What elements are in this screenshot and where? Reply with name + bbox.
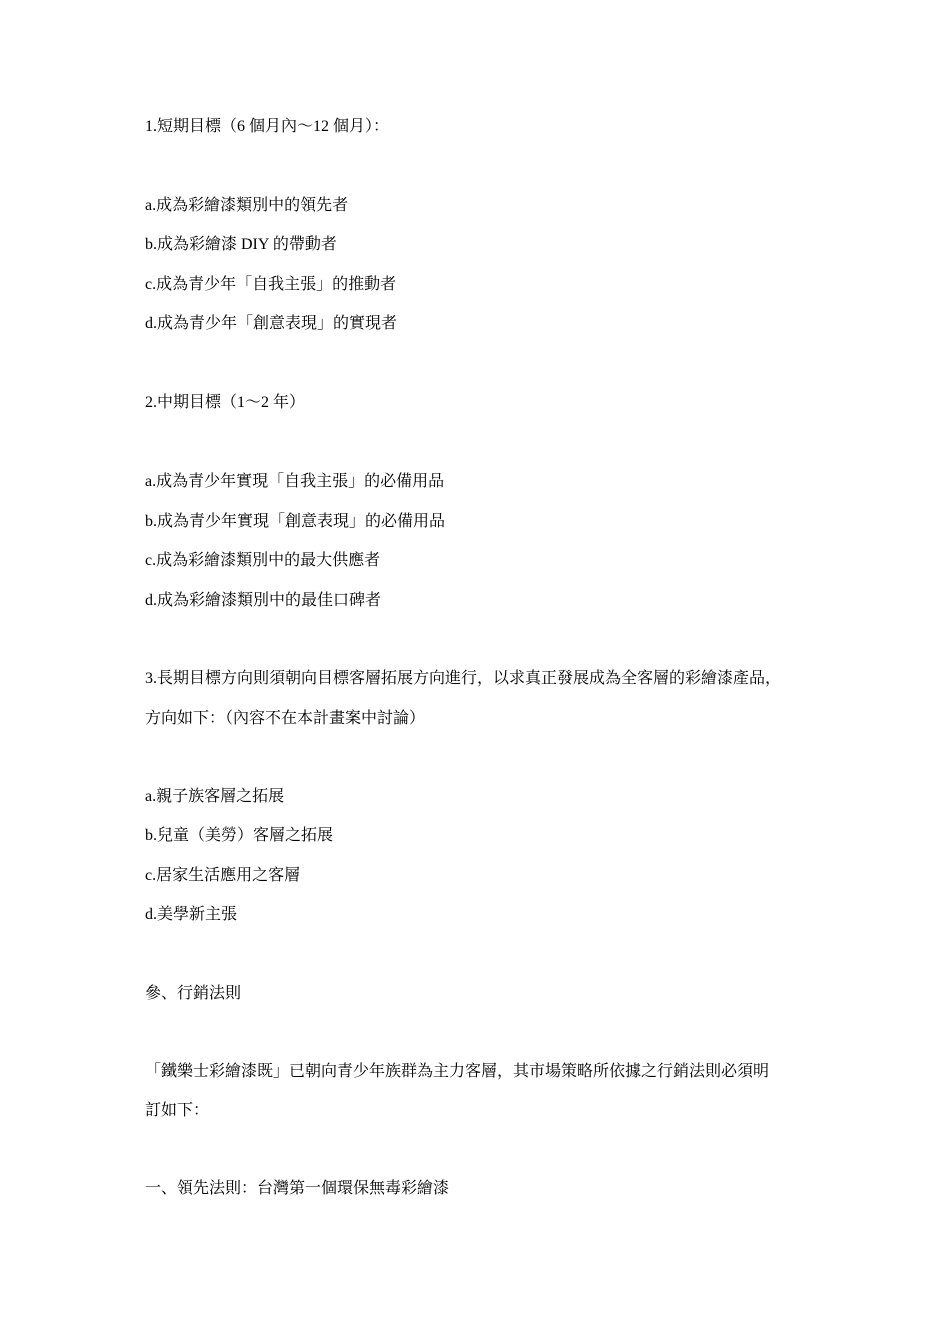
long-term-item-c: c.居家生活應用之客層 [145, 867, 301, 884]
long-term-item-d: d.美學新主張 [145, 906, 238, 923]
short-term-item-a: a.成為彩繪漆類別中的領先者 [145, 197, 349, 214]
section-three-paragraph-line2: 訂如下： [145, 1102, 210, 1119]
long-term-item-b: b.兒童（美勞）客層之拓展 [145, 827, 334, 844]
mid-term-item-a: a.成為青少年實現「自我主張」的必備用品 [145, 473, 445, 490]
mid-term-heading: 2.中期目標（1～2 年） [145, 394, 306, 411]
mid-term-item-c: c.成為彩繪漆類別中的最大供應者 [145, 552, 381, 569]
long-term-item-a: a.親子族客層之拓展 [145, 788, 285, 805]
short-term-item-d: d.成為青少年「創意表現」的實現者 [145, 315, 398, 332]
section-three-paragraph-line1: 「鐵樂士彩繪漆既」已朝向青少年族群為主力客層，其市場策略所依據之行銷法則必須明 [145, 1063, 770, 1080]
short-term-item-c: c.成為青少年「自我主張」的推動者 [145, 276, 397, 293]
mid-term-item-d: d.成為彩繪漆類別中的最佳口碑者 [145, 592, 382, 609]
short-term-item-b: b.成為彩繪漆 DIY 的帶動者 [145, 236, 337, 253]
long-term-heading-line2: 方向如下：（內容不在本計畫案中討論） [145, 710, 426, 727]
rule-one-leadership: 一、領先法則：台灣第一個環保無毒彩繪漆 [145, 1180, 450, 1197]
mid-term-item-b: b.成為青少年實現「創意表現」的必備用品 [145, 513, 446, 530]
long-term-heading-line1: 3.長期目標方向則須朝向目標客層拓展方向進行，以求真正發展成為全客層的彩繪漆產品， [145, 670, 782, 687]
short-term-heading: 1.短期目標（6 個月內～12 個月）： [145, 118, 390, 135]
section-three-title: 參、行銷法則 [145, 985, 242, 1002]
